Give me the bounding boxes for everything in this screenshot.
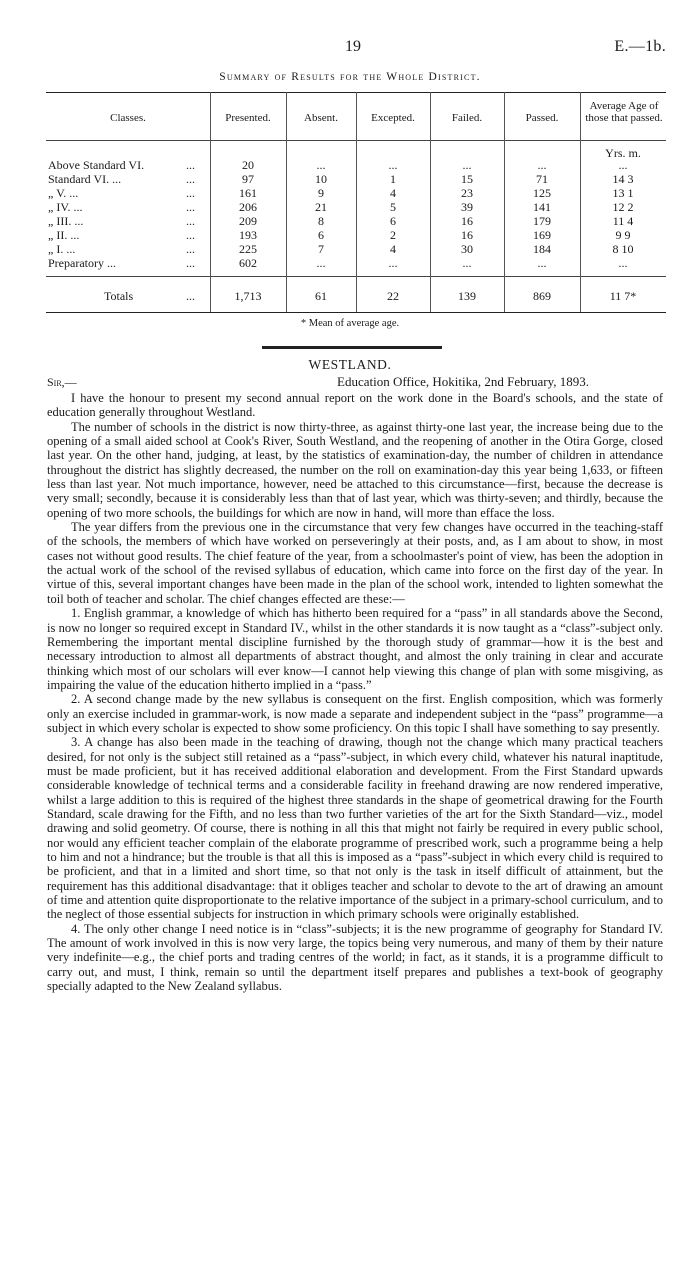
paragraph: The number of schools in the district is now thirty-three, as against thirty-one last year, the increase being due to the opening of a small aided school at Cook's River, South Westland, and the reopening of another in the Otira Gorge, closed last year. On the other hand, judging, at least, by the statistics of examination-day, the number of children in attendance throughout the district has slightly decreased, the number on the roll on examination-day this year being 1,633, or fifteen less than last year. Not much importance, however, need be attached to this circumstance—first, because the decrease is very small; secondly, because it is considerably less than that of last year, which was thirty-seven; and thirdly, because the opening of two more schools, the buildings for which are now in hand, will more than efface the loss. xyxy=(47,419,663,520)
row-label: „ III. ... xyxy=(48,214,84,228)
cell-failed: 39 xyxy=(461,200,473,214)
paragraph: 3. A change has also been made in the teaching of drawing, though not the change which many practical teachers desired, for not only is the subject still retained as a “pass”-subject, in which every child, whatever his natural inaptitude, must be made proficient, but it has received additional elaboration and development. From the First Standard upwards considerable knowledge of technical terms and a considerable facility in freehand drawing are now rendered imperative, whilst a large addition to this is required of the highest three standards in the shape of geometrical drawing for the Fourth Standard, scale drawing for the Fifth, and no less than two further varieties of the art for the Sixth Standard—viz., model drawing and solid geometry. Of course, there is nothing in all this that might not fairly be required in every public school, nor would any efficient teacher complain of the elaborate programme of prescribed work, such a programme being a help to him and not a hindrance; but the trouble is that all this is imposed as a “pass”-subject in which every child is required to be proficient, and that in a limited and short time, so that not only is the task in itself difficult of attainment, but the requirement has this additional disadvantage: that it obliges teacher and scholar to devote to the art of drawing an amount of time and attention quite disproportionate to the relative importance of the subject in a primary-school curriculum, and to the neglect of those essential subjects for instruction in which primary schools were originally established. xyxy=(47,735,663,922)
cell-passed: 125 xyxy=(533,186,551,200)
cell-presented: 602 xyxy=(239,256,257,270)
cell-average-age: 8 10 xyxy=(612,242,634,256)
section-heading: WESTLAND. xyxy=(308,357,392,372)
cell-absent: 10 xyxy=(315,172,327,186)
cell-passed: 184 xyxy=(533,242,551,256)
cell-failed: 16 xyxy=(461,228,473,242)
cell-excepted: 4 xyxy=(390,186,396,200)
paragraph: 2. A second change made by the new syllabus is consequent on the first. English composition, which was formerly only an exercise included in grammar-work, is now made a separate and independent subject in the “pass” programme—a subject in which every scholar is expected to show some proficiency. On this topic I shall have something to say presently. xyxy=(47,692,663,735)
cell-average-age: 9 9 xyxy=(615,228,631,242)
cell-excepted: 6 xyxy=(390,214,396,228)
cell-presented: 97 xyxy=(242,172,254,186)
salutation: Sir,— xyxy=(47,375,77,389)
col-header-average-age: Average Age of those that passed. xyxy=(585,100,663,124)
row-leader-dots: ... xyxy=(186,289,195,303)
row-leader-dots: ... xyxy=(186,228,195,242)
cell-absent: 7 xyxy=(318,242,324,256)
row-leader-dots: ... xyxy=(186,158,195,172)
row-label: „ V. ... xyxy=(48,186,79,200)
cell-failed: 16 xyxy=(461,214,473,228)
total-passed: 869 xyxy=(533,289,551,303)
cell-average-age: ... xyxy=(618,158,628,172)
cell-excepted: 1 xyxy=(390,172,396,186)
cell-excepted: ... xyxy=(388,256,398,270)
col-header-excepted: Excepted. xyxy=(371,112,415,124)
cell-passed: 179 xyxy=(533,214,551,228)
cell-absent: 21 xyxy=(315,200,327,214)
cell-excepted: ... xyxy=(388,158,398,172)
col-header-failed: Failed. xyxy=(451,112,483,124)
cell-passed: 141 xyxy=(533,200,551,214)
cell-passed: 169 xyxy=(533,228,551,242)
cell-average-age: 12 2 xyxy=(612,200,634,214)
row-leader-dots: ... xyxy=(186,214,195,228)
paragraph: I have the honour to present my second annual report on the work done in the Board's schools, and the state of education generally throughout Westland. xyxy=(47,391,663,420)
row-label: „ IV. ... xyxy=(48,200,83,214)
cell-average-age: 14 3 xyxy=(612,172,634,186)
table-title: Summary of Results for the Whole District. xyxy=(219,71,481,83)
cell-absent: 6 xyxy=(318,228,324,242)
total-excepted: 22 xyxy=(387,289,399,303)
cell-absent: 9 xyxy=(318,186,324,200)
report-body xyxy=(47,391,663,993)
cell-failed: 15 xyxy=(461,172,473,186)
cell-failed: 23 xyxy=(461,186,473,200)
row-leader-dots: ... xyxy=(186,256,195,270)
cell-excepted: 4 xyxy=(390,242,396,256)
cell-passed: ... xyxy=(537,158,547,172)
row-label: Standard VI. ... xyxy=(48,172,122,186)
cell-failed: 30 xyxy=(461,242,473,256)
cell-presented: 161 xyxy=(239,186,257,200)
dateline: Education Office, Hokitika, 2nd February, 1893. xyxy=(337,374,589,389)
paragraph: 4. The only other change I need notice is in “class”-subjects; it is the new programme of geography for Standard IV. The amount of work involved in this is now very large, the topics being very numerous, and many of them by their nature very indefinite—e.g., the chief ports and trading centres of the world; in fact, as it stands, it is a programme difficult to carry out, and must, I think, remain so until the department itself prepares and publishes a text-book of geography specially adapted to the New Zealand syllabus. xyxy=(47,921,663,994)
total-failed: 139 xyxy=(458,289,476,303)
cell-excepted: 2 xyxy=(390,228,396,242)
cell-average-age: 13 1 xyxy=(612,186,634,200)
cell-presented: 20 xyxy=(242,158,254,172)
totals-label: Totals xyxy=(104,289,134,303)
page-reference: E.—1b. xyxy=(614,38,666,55)
age-unit-label: Yrs. m. xyxy=(605,146,641,160)
cell-failed: ... xyxy=(462,158,472,172)
total-average-age: 11 7* xyxy=(609,289,637,303)
cell-presented: 225 xyxy=(239,242,257,256)
cell-average-age: ... xyxy=(618,256,628,270)
cell-average-age: 11 4 xyxy=(612,214,634,228)
row-label: „ II. ... xyxy=(48,228,80,242)
row-label: Preparatory ... xyxy=(48,256,116,270)
total-absent: 61 xyxy=(315,289,327,303)
cell-failed: ... xyxy=(462,256,472,270)
cell-excepted: 5 xyxy=(390,200,396,214)
col-header-presented: Presented. xyxy=(225,112,271,124)
cell-passed: 71 xyxy=(536,172,548,186)
row-leader-dots: ... xyxy=(186,172,195,186)
cell-presented: 209 xyxy=(239,214,257,228)
col-header-passed: Passed. xyxy=(525,112,559,124)
total-presented: 1,713 xyxy=(234,289,262,303)
paragraph: 1. English grammar, a knowledge of which has hitherto been required for a “pass” in all standards above the Second, is now no longer so required except in Standard IV., whilst in the other standards it is now taught as a “class”-subject only. Remembering the important mental discipline furnished by the thorough study of grammar—how it is the best and necessary introduction to almost all departments of abstract thought, and almost the only training in clear and accurate thinking which most of our scholars will ever know—I cannot help viewing this change of plan with some misgiving, as impairing the value of the education hitherto implied in a “pass.” xyxy=(47,606,663,692)
row-leader-dots: ... xyxy=(186,242,195,256)
cell-presented: 206 xyxy=(239,200,257,214)
cell-passed: ... xyxy=(537,256,547,270)
paragraph: The year differs from the previous one in the circumstance that very few changes have occurred in the teaching-staff of the schools, the members of which have worked on perseveringly at their posts, and, as I am about to show, in most cases not without good results. The chief feature of the year, from a schoolmaster's point of view, has been the adoption in the actual work of the school of the revised syllabus of education, which came into force on the first day of the year. In virtue of this, several important changes have been made in the plan of the school work, intended to lighten somewhat the toil both of teacher and scholar. The chief changes effected are these:— xyxy=(47,520,663,606)
row-leader-dots: ... xyxy=(186,186,195,200)
cell-absent: 8 xyxy=(318,214,324,228)
row-label: Above Standard VI. xyxy=(48,158,145,172)
section-divider xyxy=(262,346,442,349)
table-bottom-rule xyxy=(46,312,666,313)
row-leader-dots: ... xyxy=(186,200,195,214)
table-footnote: * Mean of average age. xyxy=(300,318,400,329)
col-header-absent: Absent. xyxy=(304,112,338,124)
col-header-classes: Classes. xyxy=(110,112,146,124)
page-number: 19 xyxy=(345,38,361,55)
cell-absent: ... xyxy=(316,158,326,172)
cell-presented: 193 xyxy=(239,228,257,242)
cell-absent: ... xyxy=(316,256,326,270)
results-table xyxy=(46,92,666,316)
row-label: „ I. ... xyxy=(48,242,76,256)
